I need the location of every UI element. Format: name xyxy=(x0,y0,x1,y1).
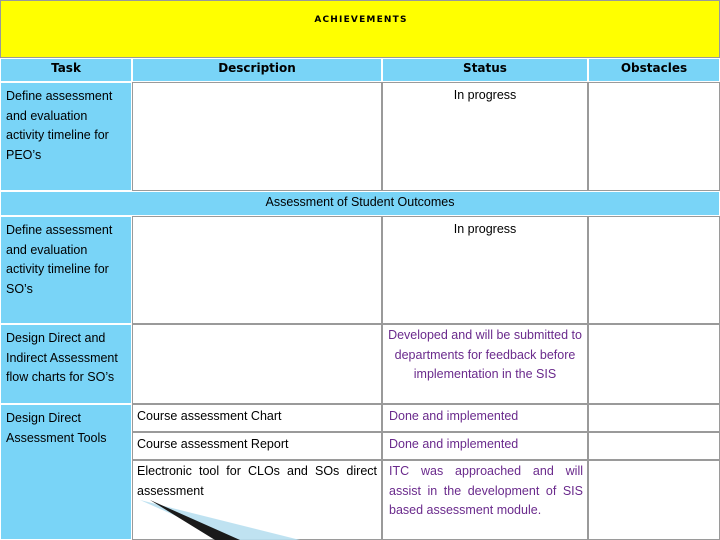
status-so-timeline: In progress xyxy=(382,216,588,324)
task-so-timeline: Define assessment and evaluation activity timeline for SO’s xyxy=(0,216,132,324)
section-student-outcomes: Assessment of Student Outcomes xyxy=(0,191,720,216)
obstacles-flow-charts xyxy=(588,324,720,404)
status-peo-timeline: In progress xyxy=(382,82,588,191)
description-course-chart: Course assessment Chart xyxy=(132,404,382,432)
banner-title: ACHIEVEMENTS xyxy=(314,15,408,25)
description-electronic-tool: Electronic tool for CLOs and SOs direct assessment xyxy=(132,460,382,540)
task-assessment-tools: Design Direct Assessment Tools xyxy=(0,404,132,540)
title-banner xyxy=(0,0,720,58)
description-flow-charts xyxy=(132,324,382,404)
obstacles-peo-timeline xyxy=(588,82,720,191)
description-peo-timeline xyxy=(132,82,382,191)
obstacles-course-chart xyxy=(588,404,720,432)
status-course-report: Done and implemented xyxy=(382,432,588,460)
description-course-report: Course assessment Report xyxy=(132,432,382,460)
task-flow-charts: Design Direct and Indirect Assessment flow charts for SO’s xyxy=(0,324,132,404)
header-description: Description xyxy=(132,58,382,82)
task-peo-timeline: Define assessment and evaluation activity timeline for PEO’s xyxy=(0,82,132,191)
obstacles-course-report xyxy=(588,432,720,460)
obstacles-so-timeline xyxy=(588,216,720,324)
obstacles-electronic-tool xyxy=(588,460,720,540)
status-course-chart: Done and implemented xyxy=(382,404,588,432)
header-obstacles: Obstacles xyxy=(588,58,720,82)
status-flow-charts: Developed and will be submitted to departments for feedback before implementation in the SIS xyxy=(382,324,588,404)
header-status: Status xyxy=(382,58,588,82)
description-so-timeline xyxy=(132,216,382,324)
status-electronic-tool: ITC was approached and will assist in the development of SIS based assessment module. xyxy=(382,460,588,540)
header-task: Task xyxy=(0,58,132,82)
